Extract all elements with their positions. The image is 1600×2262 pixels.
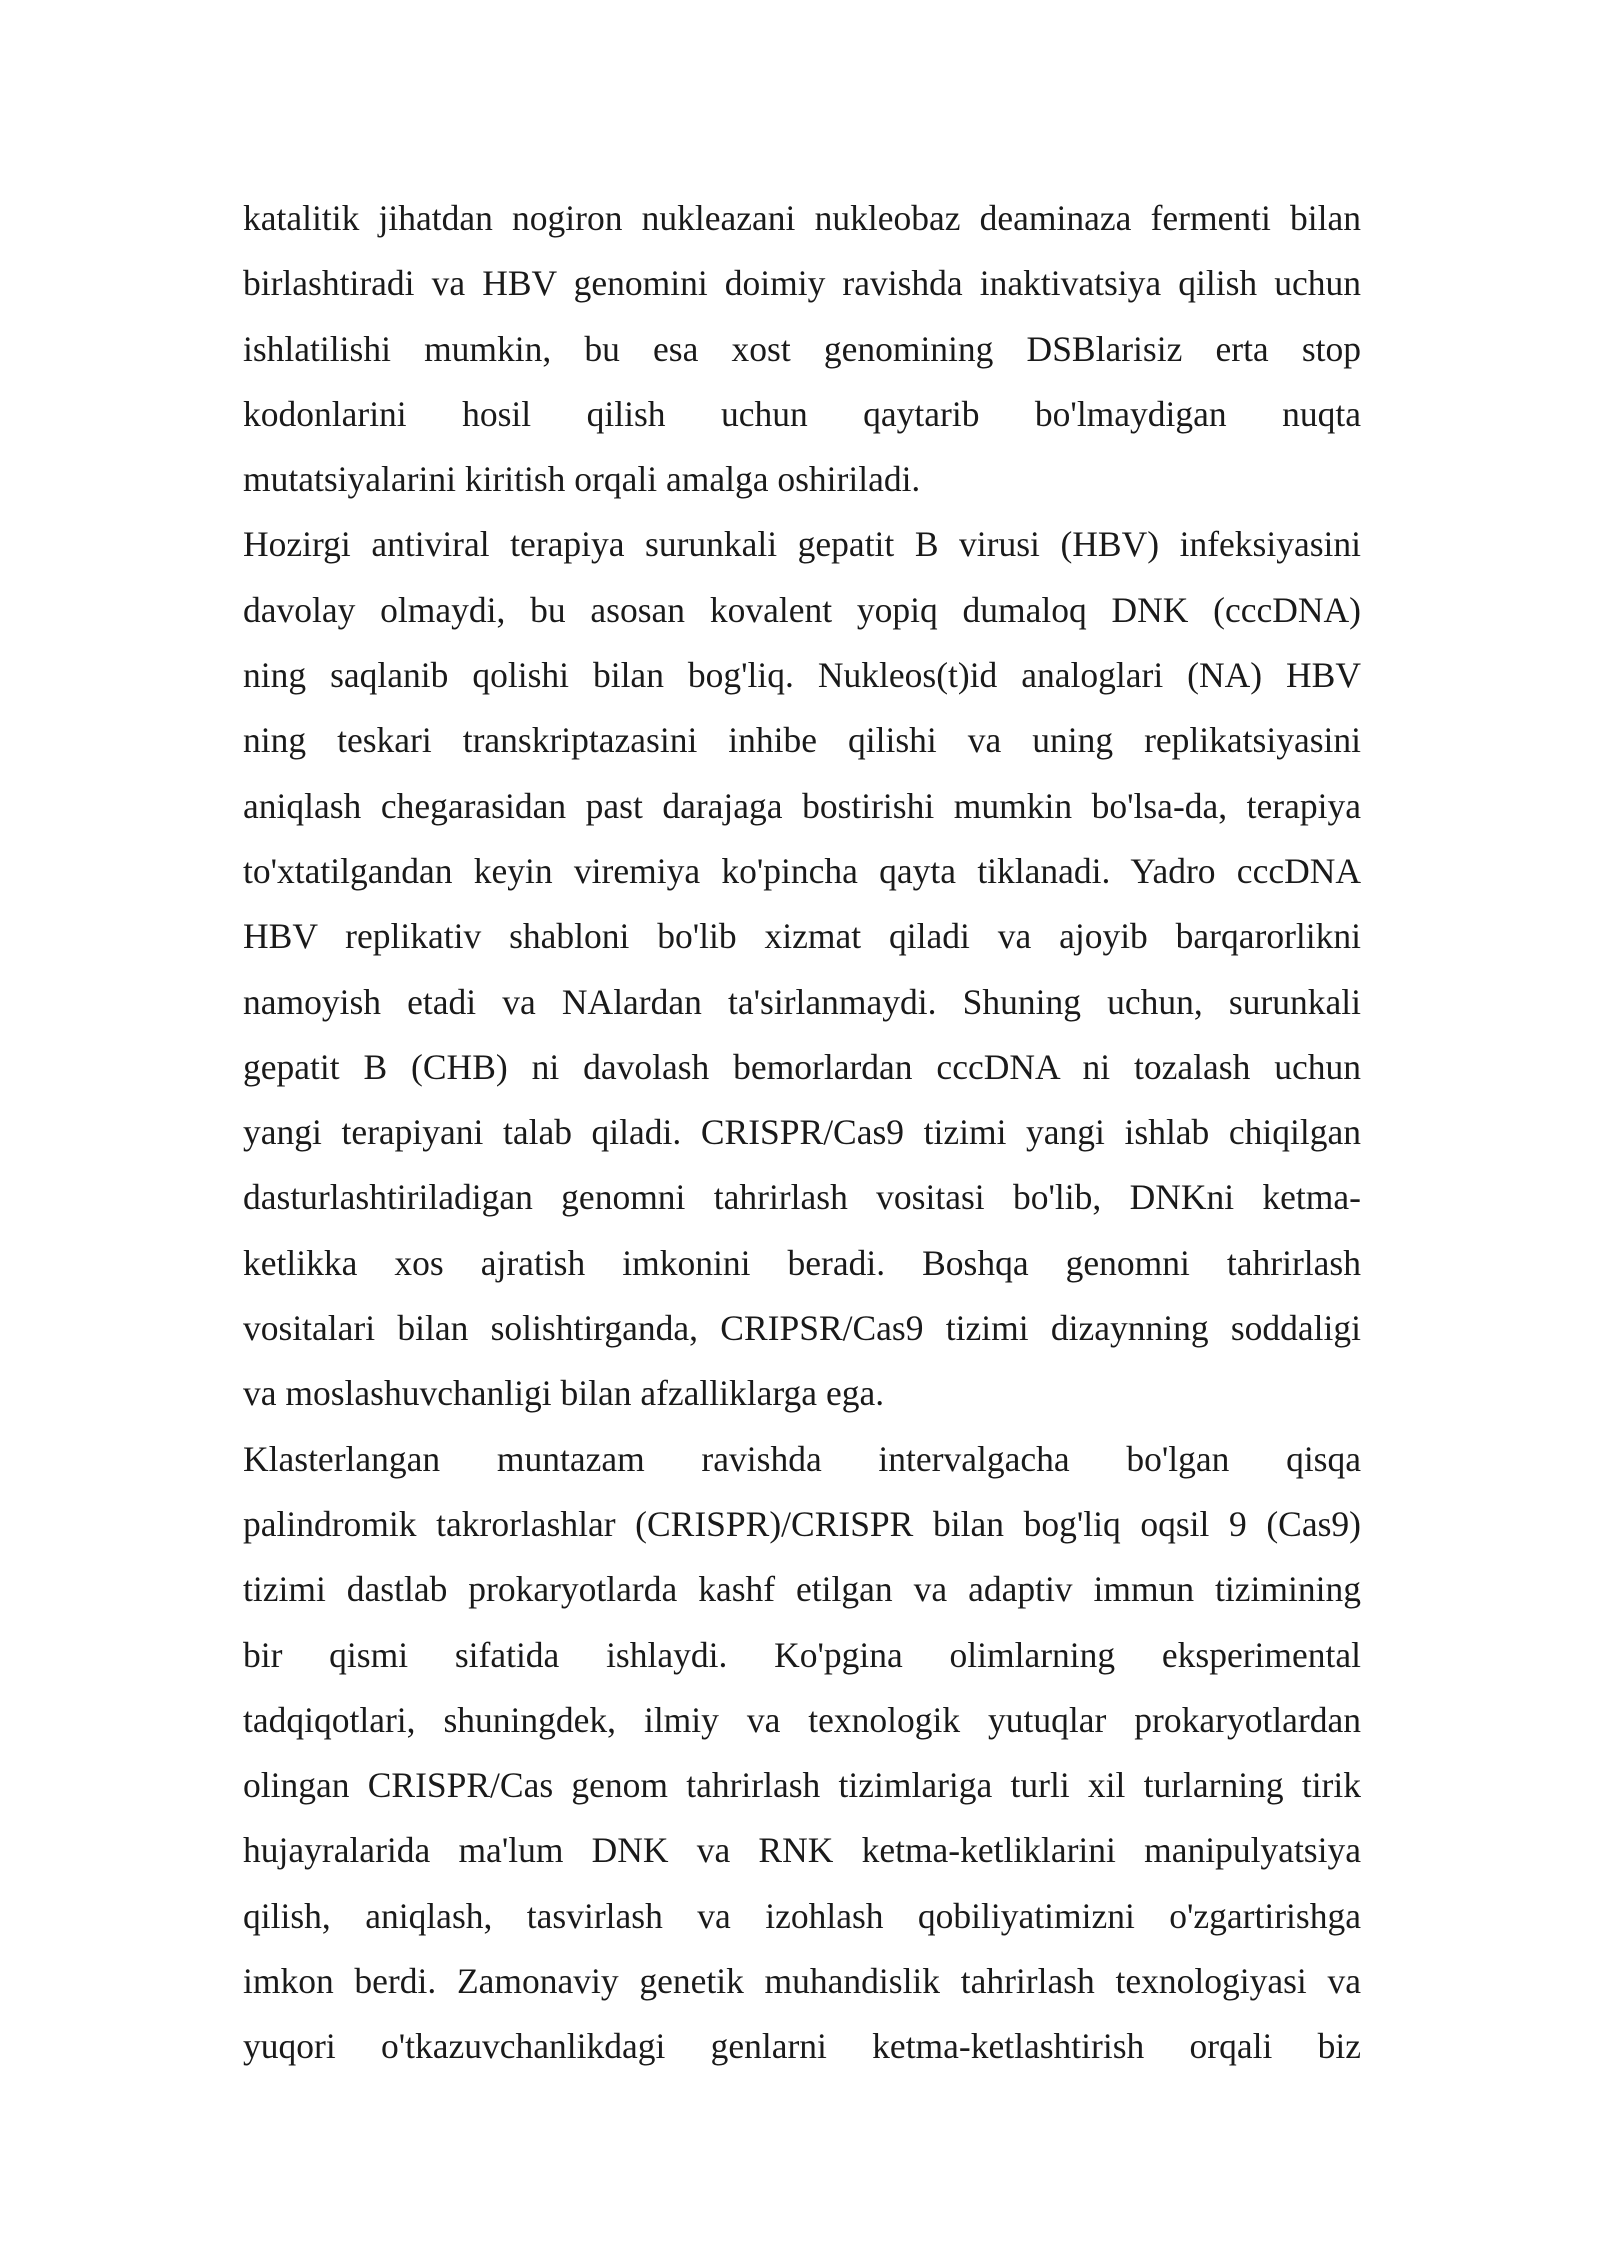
text-line: Hozirgi antiviral terapiya surunkali gepatit B virusi (HBV) infeksiyasini [243,524,1361,565]
text-line: davolay olmaydi, bu asosan kovalent yopiq dumaloq DNK (cccDNA) [243,589,1361,630]
text-line: ning teskari transkriptazasini inhibe qilishi va uning replikatsiyasini [243,720,1361,761]
text-line: kodonlarini hosil qilish uchun qaytarib bo'lmaydigan nuqta [243,393,1361,434]
text-line: hujayralarida ma'lum DNK va RNK ketma-ketliklarini manipulyatsiya [243,1830,1361,1871]
text-line: olingan CRISPR/Cas genom tahrirlash tizimlariga turli xil turlarning tirik [243,1765,1361,1806]
paragraph-2 [243,512,1361,1426]
text-line: ketlikka xos ajratish imkonini beradi. Boshqa genomni tahrirlash [243,1242,1361,1283]
text-line: qilish, aniqlash, tasvirlash va izohlash qobiliyatimizni o'zgartirishga [243,1895,1361,1936]
text-line: Klasterlangan muntazam ravishda intervalgacha bo'lgan qisqa [243,1438,1361,1479]
paragraph-3 [243,1427,1361,2080]
text-line: dasturlashtiriladigan genomni tahrirlash vositasi bo'lib, DNKni ketma- [243,1177,1361,1218]
text-line: aniqlash chegarasidan past darajaga bostirishi mumkin bo'lsa-da, terapiya [243,785,1361,826]
paragraph-1 [243,186,1361,512]
text-line: yangi terapiyani talab qiladi. CRISPR/Cas9 tizimi yangi ishlab chiqilgan [243,1112,1361,1153]
text-line: tadqiqotlari, shuningdek, ilmiy va texnologik yutuqlar prokaryotlardan [243,1699,1361,1740]
text-line: to'xtatilgandan keyin viremiya ko'pincha qayta tiklanadi. Yadro cccDNA [243,850,1361,891]
text-line: namoyish etadi va NAlardan ta'sirlanmaydi. Shuning uchun, surunkali [243,981,1361,1022]
text-line: tizimi dastlab prokaryotlarda kashf etilgan va adaptiv immun tizimining [243,1569,1361,1610]
text-line: HBV replikativ shabloni bo'lib xizmat qiladi va ajoyib barqarorlikni [243,916,1361,957]
text-line: birlashtiradi va HBV genomini doimiy ravishda inaktivatsiya qilish uchun [243,263,1361,304]
text-line: va moslashuvchanligi bilan afzalliklarga ega. [243,1373,885,1414]
text-line: palindromik takrorlashlar (CRISPR)/CRISPR bilan bog'liq oqsil 9 (Cas9) [243,1503,1361,1544]
text-line: mutatsiyalarini kiritish orqali amalga oshiriladi. [243,459,921,500]
text-line: katalitik jihatdan nogiron nukleazani nukleobaz deaminaza fermenti bilan [243,198,1361,238]
text-line: imkon berdi. Zamonaviy genetik muhandislik tahrirlash texnologiyasi va [243,1961,1361,2002]
text-line: yuqori o'tkazuvchanlikdagi genlarni ketma-ketlashtirish orqali biz [243,2026,1361,2067]
text-line: bir qismi sifatida ishlaydi. Ko'pgina olimlarning eksperimental [243,1634,1361,1675]
text-line: ning saqlanib qolishi bilan bog'liq. Nukleos(t)id analoglari (NA) HBV [243,655,1361,696]
body-text [243,186,1361,2080]
text-line: gepatit B (CHB) ni davolash bemorlardan cccDNA ni tozalash uchun [243,1046,1361,1087]
text-line: ishlatilishi mumkin, bu esa xost genomining DSBlarisiz erta stop [243,328,1361,369]
text-line: vositalari bilan solishtirganda, CRIPSR/Cas9 tizimi dizaynning soddaligi [243,1308,1361,1349]
